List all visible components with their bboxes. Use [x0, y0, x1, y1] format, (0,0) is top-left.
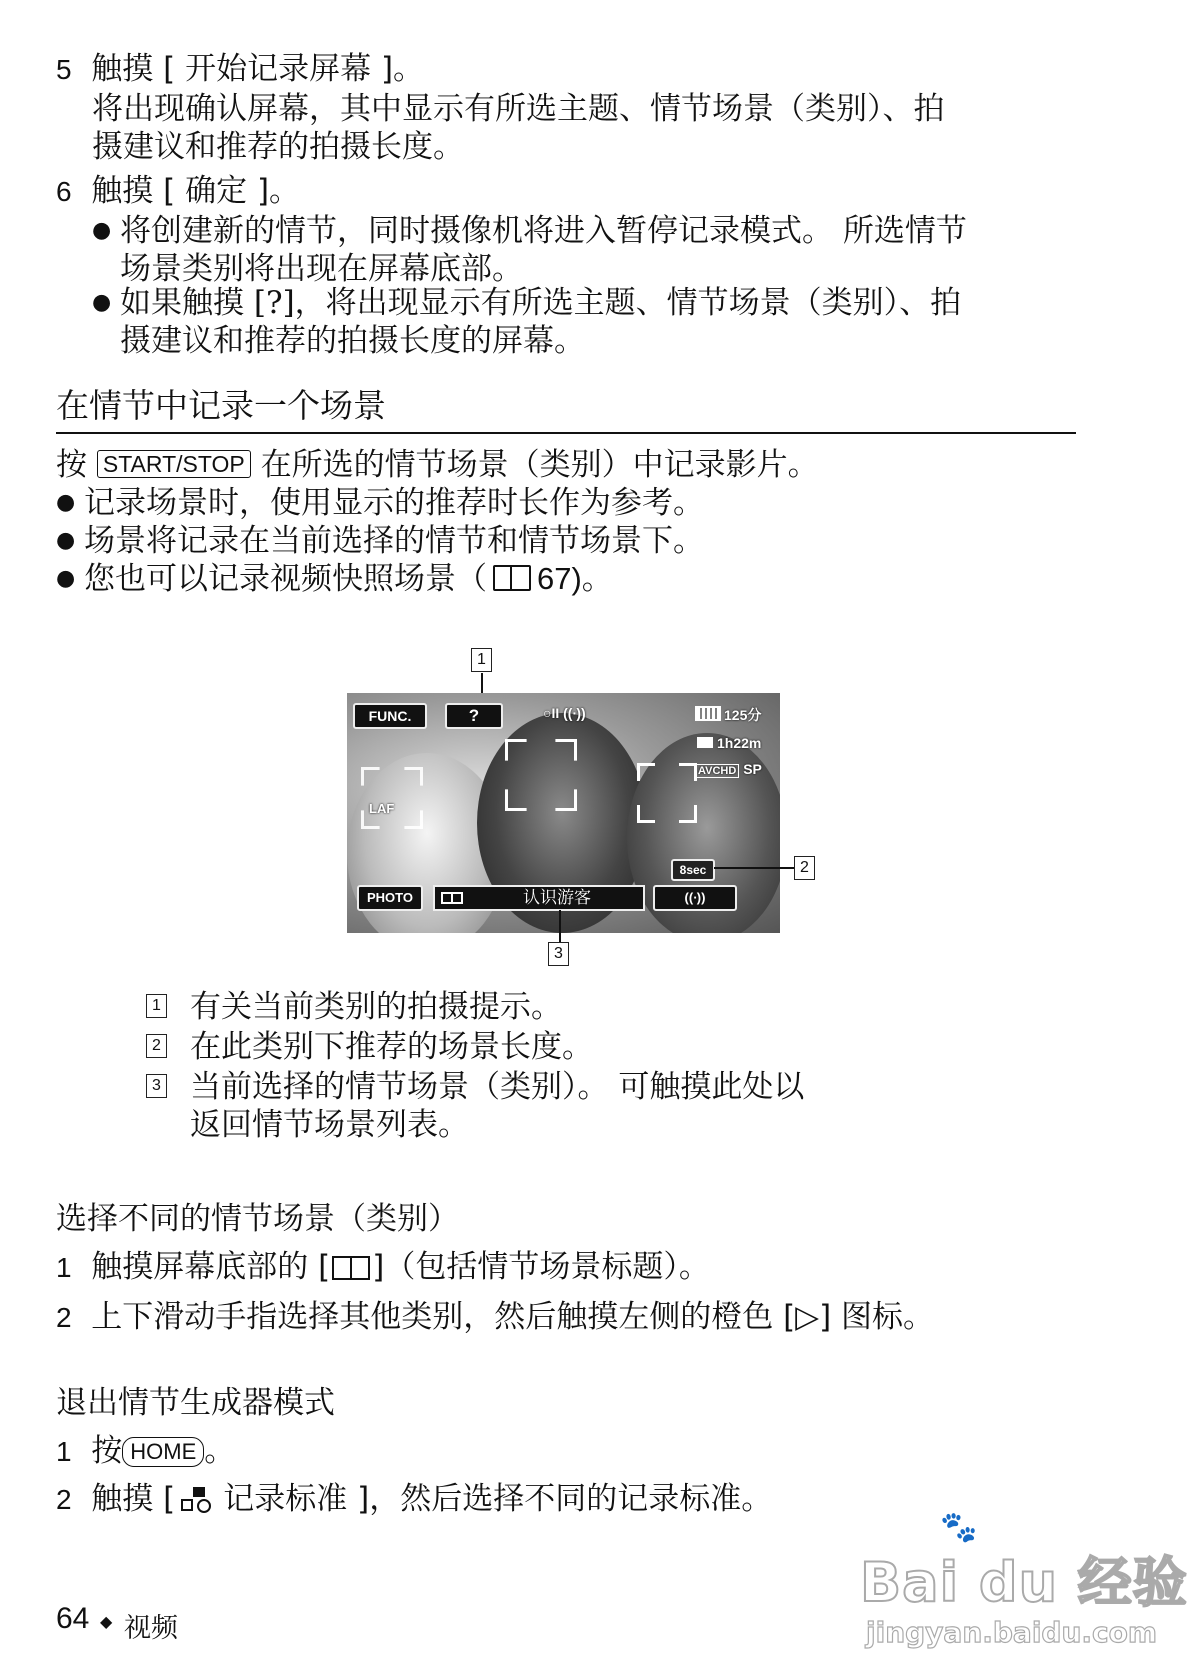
step-6: 6 触摸 [ 确定 ]。	[56, 173, 301, 209]
bullet-icon: ●	[92, 218, 112, 243]
page-number: 64	[56, 1602, 90, 1635]
legend-2-text: 在此类别下推荐的场景长度。	[190, 1029, 593, 1065]
af-indicator: LAF	[369, 801, 395, 816]
home-key-icon: HOME	[122, 1437, 204, 1467]
step-5-title: 触摸 [ 开始记录屏幕 ]。	[91, 51, 425, 87]
story-book-icon	[441, 892, 463, 904]
battery-icon: 125分	[695, 705, 761, 725]
rec-length-badge: 8sec	[671, 859, 715, 881]
sub1-step-2: 2 上下滑动手指选择其他类别，然后触摸左侧的橙色 [▷] 图标。	[56, 1299, 935, 1335]
note-2: 场景将记录在当前选择的情节和情节场景下。	[84, 523, 704, 559]
photo-button[interactable]: PHOTO	[357, 885, 423, 911]
legend-3-marker: 3	[146, 1074, 167, 1098]
func-button[interactable]: FUNC.	[353, 703, 427, 729]
callout-1-marker: 1	[471, 648, 492, 672]
bullet-icon: ●	[56, 490, 76, 515]
start-stop-key-icon: START/STOP	[97, 450, 251, 478]
step-6-bullet-2b: 摄建议和推荐的拍摄长度的屏幕。	[120, 323, 585, 359]
diamond-icon: ◆	[100, 1612, 113, 1631]
memory-card-icon	[697, 737, 713, 748]
note-1: 记录场景时，使用显示的推荐时长作为参考。	[84, 485, 704, 521]
callout-2-line	[714, 867, 794, 869]
sub2-title: 退出情节生成器模式	[56, 1385, 335, 1421]
help-button[interactable]: ?	[445, 703, 503, 729]
sub2-step-1: 1 按 HOME 。	[56, 1433, 236, 1469]
story-list-icon	[332, 1256, 370, 1280]
step-6-bullet-2a: 如果触摸 [?]，将出现显示有所选主题、情节场景（类别）、拍	[120, 285, 962, 321]
legend-3-text-2: 返回情节场景列表。	[190, 1107, 469, 1143]
step-6-bullet-1b: 场景类别将出现在屏幕底部。	[120, 251, 523, 287]
bullet-icon: ●	[92, 290, 112, 315]
sub1-title: 选择不同的情节场景（类别）	[56, 1201, 459, 1237]
baidu-url: jingyan.baidu.com	[866, 1616, 1158, 1649]
step-6-bullet-1a: 将创建新的情节，同时摄像机将进入暂停记录模式。 所选情节	[120, 213, 967, 249]
camera-screen	[347, 693, 780, 933]
bullet-icon: ●	[56, 528, 76, 553]
step-6-title: 触摸 [ 确定 ]。	[91, 173, 301, 209]
legend-3-text-1: 当前选择的情节场景（类别）。 可触摸此处以	[190, 1069, 805, 1105]
bullet-icon: ●	[56, 566, 76, 591]
scene-bar[interactable]	[433, 885, 645, 911]
remaining-time: 1h22m	[697, 735, 761, 751]
step-5: 5 触摸 [ 开始记录屏幕 ]。	[56, 51, 425, 87]
legend-1-marker: 1	[146, 994, 167, 1018]
section-rule	[56, 432, 1076, 434]
play-triangle-icon: ▷	[795, 1299, 820, 1335]
callout-3-marker: 3	[548, 942, 569, 966]
step-5-body-1: 将出现确认屏幕，其中显示有所选主题、情节场景（类别）、拍	[92, 91, 945, 127]
sub2-step-2: 2 触摸 [ 记录标准 ]，然后选择不同的记录标准。	[56, 1481, 773, 1517]
stabilizer-button[interactable]: ((∙))	[653, 885, 737, 911]
scene-name: 认识游客	[523, 888, 591, 908]
baidu-watermark: Bai du 经验	[860, 1551, 1188, 1614]
sub1-step-1: 1 触摸屏幕底部的 [ ]（包括情节场景标题）。	[56, 1249, 710, 1285]
legend-1-text: 有关当前类别的拍摄提示。	[190, 989, 562, 1025]
step-5-body-2: 摄建议和推荐的拍摄长度。	[92, 129, 464, 165]
status-icons: ○II ((∙))	[543, 705, 586, 721]
legend-2-marker: 2	[146, 1034, 167, 1058]
callout-3-line	[559, 910, 561, 942]
press-line: 按 START/STOP 在所选的情节场景（类别）中记录影片。	[56, 447, 819, 483]
footer-section: 视频	[124, 1613, 178, 1644]
book-icon	[493, 565, 531, 591]
paw-icon: 🐾	[940, 1510, 978, 1545]
note-3: 您也可以记录视频快照场景（ 67)。	[84, 561, 613, 597]
recording-standard-icon	[179, 1487, 213, 1513]
callout-2-marker: 2	[794, 856, 815, 880]
section-title: 在情节中记录一个场景	[56, 386, 386, 425]
format-indicator: AVCHD SP	[695, 761, 762, 777]
